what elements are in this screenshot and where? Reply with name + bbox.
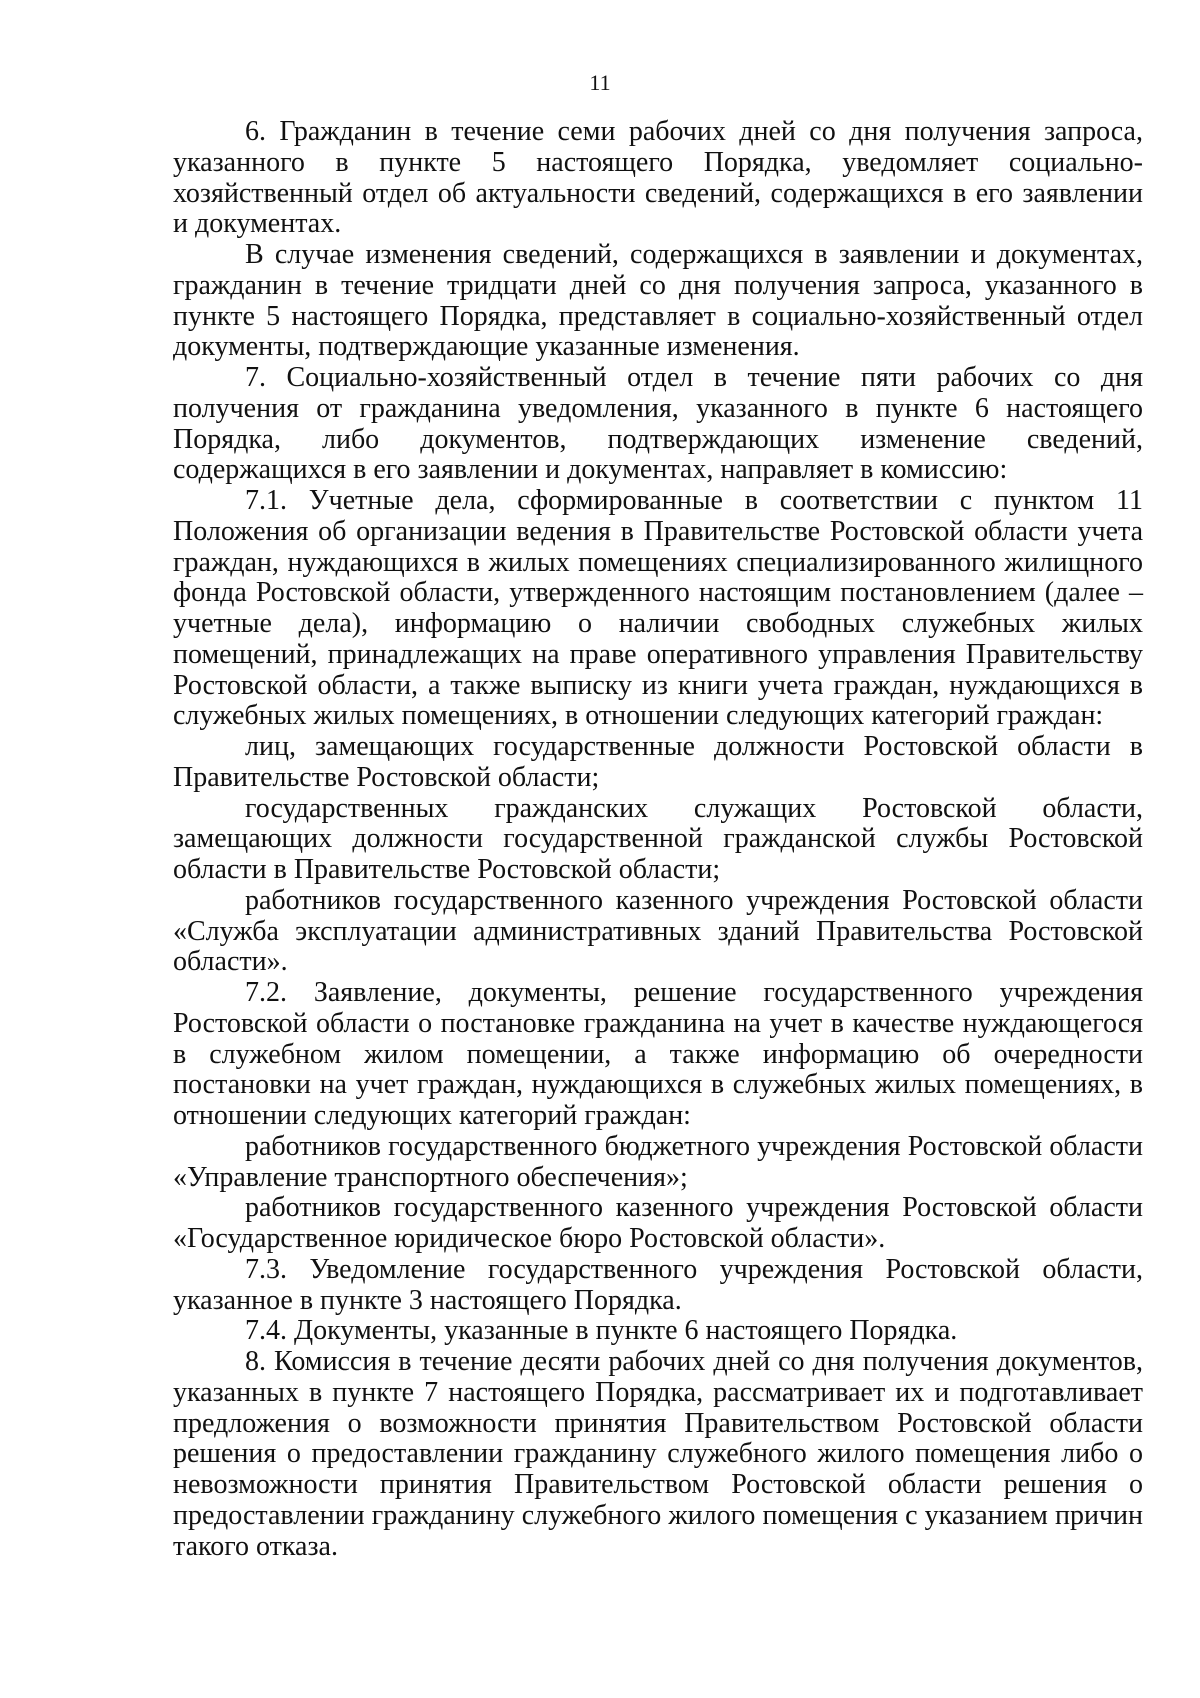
paragraph-6-change: В случае изменения сведений, содержащихся в заявлении и документах, гражданин в течение тридцати дней со дня получения запроса, указанного в пункте 5 настоящего Порядка, представляет в социально-хозяйственный отдел документы, подтверждающие указанные изменения. (173, 239, 1143, 363)
paragraph-7-1: 7.1. Учетные дела, сформированные в соответствии с пунктом 11 Положения об организации ведения в Правительстве Ростовской области учета граждан, нуждающихся в жилых помещениях специализированного жилищного фонда Ростовской области, утвержденного настоящим постановлением (далее – учетные дела), информацию о наличии свободных служебных жилых помещений, принадлежащих на праве оперативного управления Правительству Ростовской области, а также выписку из книги учета граждан, нуждающихся в служебных жилых помещениях, в отношении следующих категорий граждан: (173, 485, 1143, 732)
list-item-legal-bureau: работников государственного казенного учреждения Ростовской области «Государственное юридическое бюро Ростовской области». (173, 1192, 1143, 1254)
paragraph-7-3: 7.3. Уведомление государственного учреждения Ростовской области, указанное в пункте 3 настоящего Порядка. (173, 1253, 1143, 1316)
list-item-buildings-service: работников государственного казенного учреждения Ростовской области «Служба эксплуатации административных зданий Правительства Ростовской области». (173, 884, 1143, 978)
list-item-civil-servants: государственных гражданских служащих Ростовской области, замещающих должности государственной гражданской службы Ростовской области в Правительстве Ростовской области; (173, 792, 1143, 885)
paragraph-8: 8. Комиссия в течение десяти рабочих дней со дня получения документов, указанных в пункте 7 настоящего Порядка, рассматривает их и подготавливает предложения о возможности принятия Правительством Ростовской области решения о предоставлении гражданину служебного жилого помещения либо о невозможности принятия Правительством Ростовской области решения о предоставлении гражданину служебного жилого помещения с указанием причин такого отказа. (173, 1346, 1143, 1562)
list-item-transport: работников государственного бюджетного учреждения Ростовской области «Управление транспортного обеспечения»; (173, 1130, 1143, 1193)
list-item-state-positions: лиц, замещающих государственные должности Ростовской области в Правительстве Ростовской области; (173, 731, 1143, 793)
paragraph-7: 7. Социально-хозяйственный отдел в течение пяти рабочих со дня получения от гражданина уведомления, указанного в пункте 6 настоящего Порядка, либо документов, подтверждающих изменение сведений, содержащихся в его заявлении и документах, направляет в комиссию: (173, 362, 1143, 486)
page-number: 11 (589, 70, 611, 95)
paragraph-7-4: 7.4. Документы, указанные в пункте 6 настоящего Порядка. (245, 1315, 958, 1347)
paragraph-7-2: 7.2. Заявление, документы, решение государственного учреждения Ростовской области о постановке гражданина на учет в качестве нуждающегося в служебном жилом помещении, а также информацию об очередности постановки на учет граждан, нуждающихся в служебных жилых помещениях, в отношении следующих категорий граждан: (173, 977, 1143, 1131)
document-body (173, 117, 1143, 1562)
paragraph-6: 6. Гражданин в течение семи рабочих дней со дня получения запроса, указанного в пункте 5 настоящего Порядка, уведомляет социально-хозяйственный отдел об актуальности сведений, содержащихся в его заявлении и документах. (173, 116, 1143, 240)
